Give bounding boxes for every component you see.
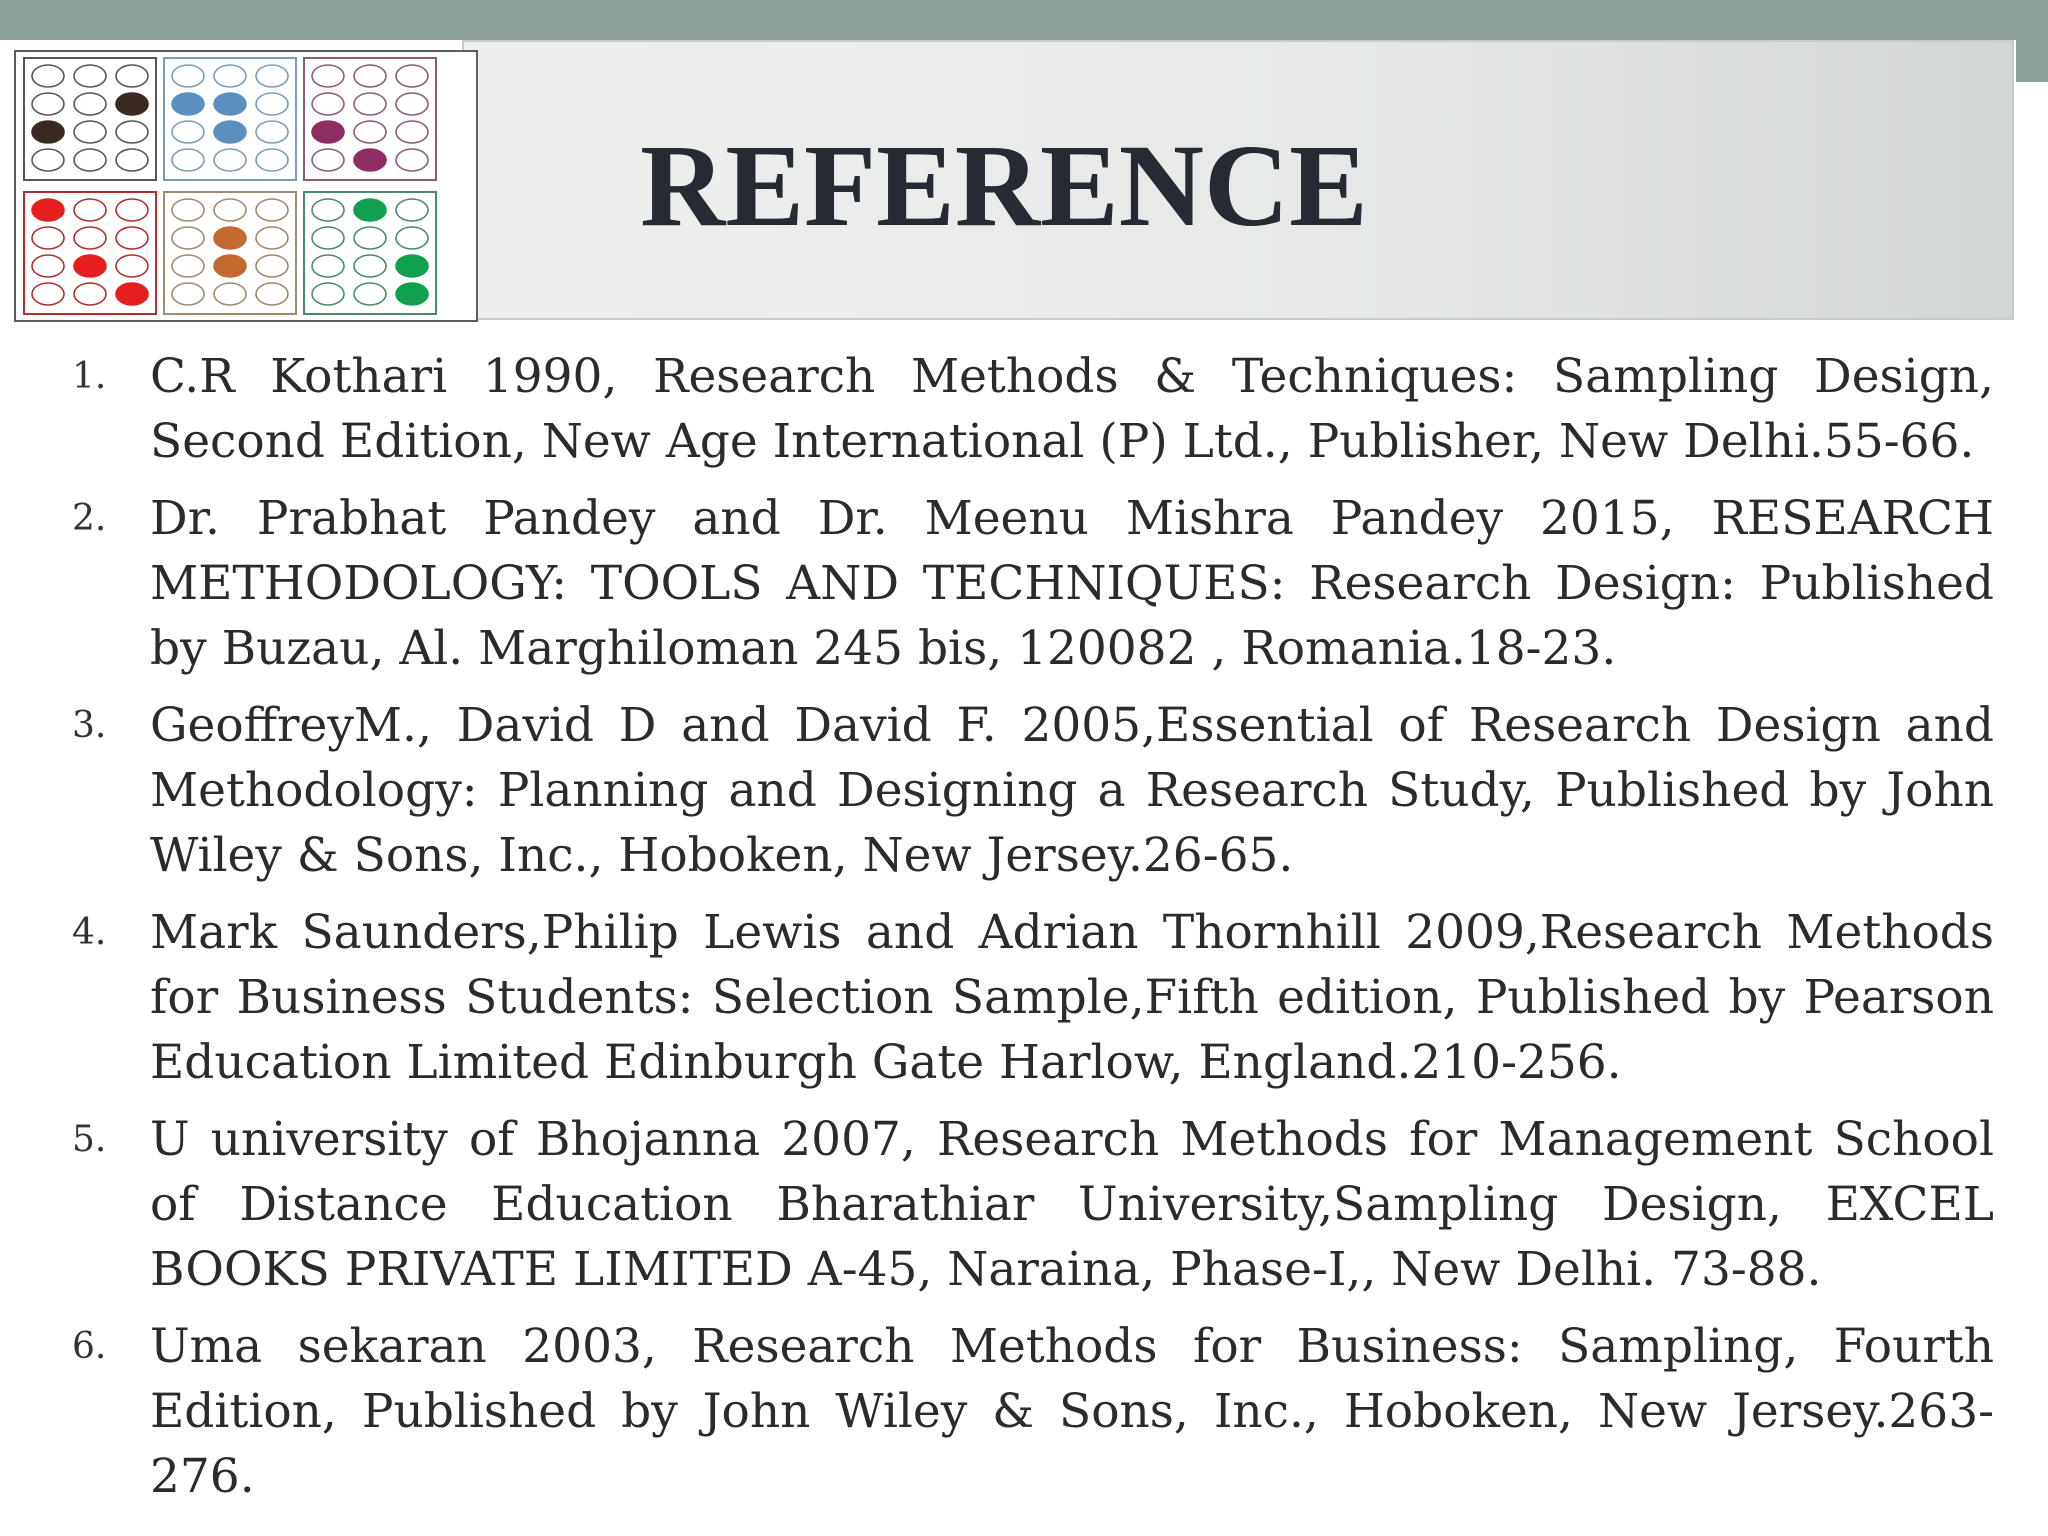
- reference-text: U university of Bhojanna 2007, Research Methods for Management School of Distance Education Bharathiar University,Sampling Design, EXCEL BOOKS PRIVATE LIMITED A-45, Naraina, Phase-I,, New Delhi. 73-88.: [150, 1112, 1994, 1297]
- logo-dot-empty: [312, 93, 344, 115]
- logo-dot-empty: [256, 255, 288, 277]
- logo-dot-empty: [74, 283, 106, 305]
- logo-dot-empty: [354, 65, 386, 87]
- reference-number: 2.: [72, 498, 107, 539]
- logo-dot-empty: [256, 283, 288, 305]
- reference-text: Uma sekaran 2003, Research Methods for Business: Sampling, Fourth Edition, Published by John Wiley & Sons, Inc., Hoboken, New Jersey.263-276.: [150, 1319, 1994, 1504]
- reference-text: GeoffreyM., David D and David F. 2005,Essential of Research Design and Methodology: Planning and Designing a Research Study, Published by John Wiley & Sons, Inc., Hoboken, New Jersey.26-65.: [150, 698, 1994, 883]
- logo-dot-filled: [396, 283, 428, 305]
- reference-number: 6.: [72, 1326, 107, 1367]
- logo-dot-empty: [256, 65, 288, 87]
- reference-text: Dr. Prabhat Pandey and Dr. Meenu Mishra Pandey 2015, RESEARCH METHODOLOGY: TOOLS AND TECHNIQUES: Research Design: Published by Buzau, Al. Marghiloman 245 bis, 120082 , Romania.18-23.: [150, 491, 1994, 676]
- logo-dot-filled: [172, 93, 204, 115]
- logo-dot-empty: [354, 93, 386, 115]
- reference-item: [64, 486, 1994, 681]
- reference-number: 4.: [72, 912, 107, 953]
- logo-dot-empty: [312, 283, 344, 305]
- logo-dot-empty: [74, 65, 106, 87]
- reference-number: 1.: [72, 356, 107, 397]
- logo-dot-empty: [354, 283, 386, 305]
- top-accent-bar: [0, 0, 2048, 40]
- logo-dot-empty: [214, 283, 246, 305]
- reference-text: Mark Saunders,Philip Lewis and Adrian Thornhill 2009,Research Methods for Business Students: Selection Sample,Fifth edition, Published by Pearson Education Limited Edinburgh Gate Harlow, England.210-256.: [150, 905, 1994, 1090]
- reference-item: [64, 1314, 1994, 1509]
- logo-dot-empty: [74, 93, 106, 115]
- reference-number: 5.: [72, 1119, 107, 1160]
- slide-title: [0, 120, 2008, 251]
- logo-dot-empty: [116, 65, 148, 87]
- reference-item: [64, 344, 1994, 474]
- logo-dot-filled: [116, 283, 148, 305]
- logo-dot-empty: [396, 93, 428, 115]
- reference-item: [64, 1107, 1994, 1302]
- reference-item: [64, 693, 1994, 888]
- logo-dot-empty: [214, 65, 246, 87]
- logo-dot-empty: [172, 255, 204, 277]
- reference-text: C.R Kothari 1990, Research Methods & Techniques: Sampling Design, Second Edition, New Age International (P) Ltd., Publisher, New Delhi.55-66.: [150, 349, 1994, 469]
- reference-number: 3.: [72, 705, 107, 746]
- logo-dot-filled: [214, 255, 246, 277]
- logo-dot-empty: [32, 255, 64, 277]
- logo-dot-filled: [396, 255, 428, 277]
- logo-dot-filled: [116, 93, 148, 115]
- logo-dot-empty: [172, 65, 204, 87]
- logo-dot-empty: [312, 255, 344, 277]
- reference-list: [64, 344, 1994, 1521]
- logo-dot-empty: [32, 283, 64, 305]
- slide-title-text: REFERENCE: [640, 120, 1368, 251]
- reference-item: [64, 900, 1994, 1095]
- logo-dot-filled: [214, 93, 246, 115]
- logo-dot-empty: [32, 65, 64, 87]
- logo-dot-empty: [354, 255, 386, 277]
- right-accent-tab: [2016, 40, 2048, 82]
- logo-dot-filled: [74, 255, 106, 277]
- logo-dot-empty: [256, 93, 288, 115]
- logo-dot-empty: [116, 255, 148, 277]
- logo-dot-empty: [32, 93, 64, 115]
- logo-dot-empty: [396, 65, 428, 87]
- logo-dot-empty: [172, 283, 204, 305]
- logo-dot-empty: [312, 65, 344, 87]
